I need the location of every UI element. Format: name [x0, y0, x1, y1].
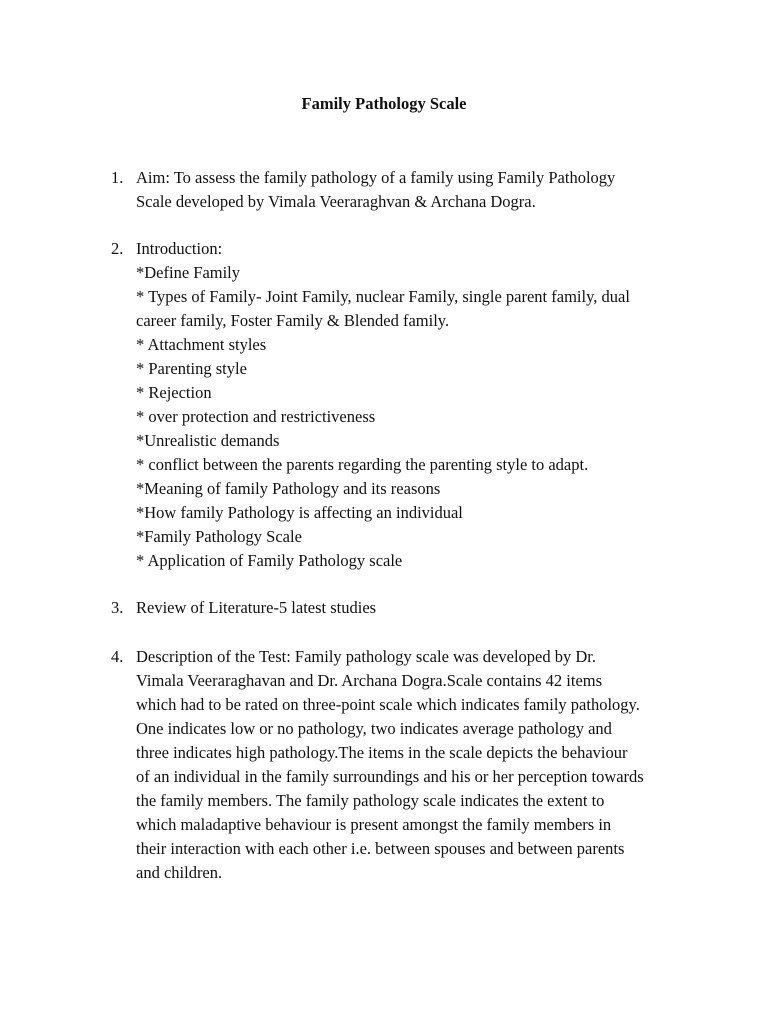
text-line: Review of Literature-5 latest studies	[136, 598, 377, 617]
section-number: 3.	[111, 598, 124, 617]
section-introduction	[111, 237, 711, 573]
text-line: Vimala Veeraraghavan and Dr. Archana Dogra.Scale contains 42 items	[136, 671, 603, 690]
text-line: *Family Pathology Scale	[136, 527, 302, 546]
text-line: * over protection and restrictiveness	[136, 407, 376, 426]
text-line: *How family Pathology is affecting an individual	[136, 503, 463, 522]
text-line: * Attachment styles	[136, 335, 267, 354]
text-line: Scale developed by Vimala Veeraraghvan & Archana Dogra.	[136, 192, 536, 211]
text-line: three indicates high pathology.The items in the scale depicts the behaviour	[136, 743, 628, 762]
text-line: the family members. The family pathology scale indicates the extent to	[136, 791, 605, 810]
text-line: Aim: To assess the family pathology of a family using Family Pathology	[136, 168, 616, 187]
text-line: and children.	[136, 863, 223, 882]
text-line: which maladaptive behaviour is present amongst the family members in	[136, 815, 612, 834]
document-title: Family Pathology Scale	[301, 94, 467, 113]
text-line: their interaction with each other i.e. between spouses and between parents	[136, 839, 625, 858]
section-number: 4.	[111, 647, 124, 666]
section-review-of-literature	[111, 596, 711, 620]
section-number: 2.	[111, 239, 124, 258]
text-line: * Application of Family Pathology scale	[136, 551, 403, 570]
text-line: *Unrealistic demands	[136, 431, 280, 450]
text-line: Introduction:	[136, 239, 223, 258]
text-line: * Rejection	[136, 383, 212, 402]
text-line: * Parenting style	[136, 359, 247, 378]
text-line: Description of the Test: Family pathology scale was developed by Dr.	[136, 647, 596, 666]
section-description-of-test	[111, 645, 711, 885]
text-line: of an individual in the family surroundings and his or her perception towards	[136, 767, 644, 786]
text-line: * Types of Family- Joint Family, nuclear Family, single parent family, dual	[136, 287, 630, 306]
text-line: career family, Foster Family & Blended family.	[136, 311, 450, 330]
text-line: which had to be rated on three-point scale which indicates family pathology.	[136, 695, 640, 714]
text-line: One indicates low or no pathology, two indicates average pathology and	[136, 719, 612, 738]
section-body	[136, 596, 711, 620]
section-body	[136, 237, 711, 573]
section-body	[136, 166, 711, 214]
text-line: *Define Family	[136, 263, 241, 282]
section-aim	[111, 166, 711, 214]
section-body	[136, 645, 711, 885]
text-line: *Meaning of family Pathology and its reasons	[136, 479, 441, 498]
section-number: 1.	[111, 168, 124, 187]
text-line: * conflict between the parents regarding the parenting style to adapt.	[136, 455, 589, 474]
